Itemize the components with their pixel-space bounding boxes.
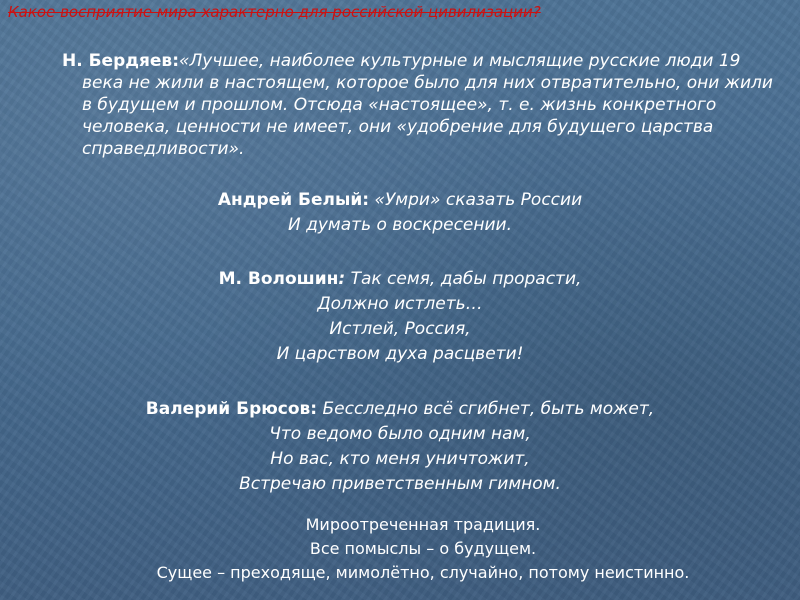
berdyaev-quote (62, 50, 782, 160)
conclusion-line-2: Все помыслы – о будущем. (309, 539, 537, 558)
bryusov-quote (60, 397, 740, 497)
bely-line-1 (60, 188, 740, 213)
voloshin-quote (60, 267, 740, 367)
voloshin-line-1-text: Так семя, дабы прорасти, (350, 269, 582, 289)
berdyaev-text: «Лучшее, наиболее культурные и мыслящие русские люди 19 века не жили в настоящем, которое было для них отвратительно, они жили в будущем и прошлом. Отсюда «настоящее», т. е. жизнь конкретного человека, ценности не имеет, они «удобрение для будущего царства справедливости». (82, 51, 773, 159)
bryusov-line-4: Встречаю приветственным гимном. (239, 474, 561, 494)
bely-author: Андрей Белый: (217, 190, 370, 210)
conclusion (0, 513, 800, 585)
bryusov-line-3: Но вас, кто меня уничтожит, (270, 449, 530, 469)
bely-line-2: И думать о воскресении. (287, 215, 512, 235)
conclusion-line-3: Сущее – преходяще, мимолётно, случайно, потому неистинно. (156, 563, 690, 582)
bryusov-author: Валерий Брюсов: (145, 399, 318, 419)
conclusion-line-1: Мироотреченная традиция. (305, 515, 541, 534)
berdyaev-author: Н. Бердяев: (62, 51, 179, 71)
bryusov-line-2: Что ведомо было одним нам, (269, 424, 531, 444)
voloshin-line-4: И царством духа расцвети! (276, 344, 524, 364)
bely-line-1-text: «Умри» сказать России (374, 190, 583, 210)
voloshin-line-2: Должно истлеть… (317, 294, 483, 314)
voloshin-line-3: Истлей, Россия, (329, 319, 471, 339)
bely-quote (60, 188, 740, 238)
voloshin-colon: : (338, 269, 346, 289)
bryusov-line-1-text: Бесследно всё сгибнет, быть может, (322, 399, 655, 419)
voloshin-line-1 (60, 267, 740, 292)
voloshin-author: М. Волошин (218, 269, 339, 289)
slide-title: Какое восприятие мира характерно для российской цивилизации? (8, 3, 541, 21)
bryusov-line-1 (60, 397, 740, 422)
